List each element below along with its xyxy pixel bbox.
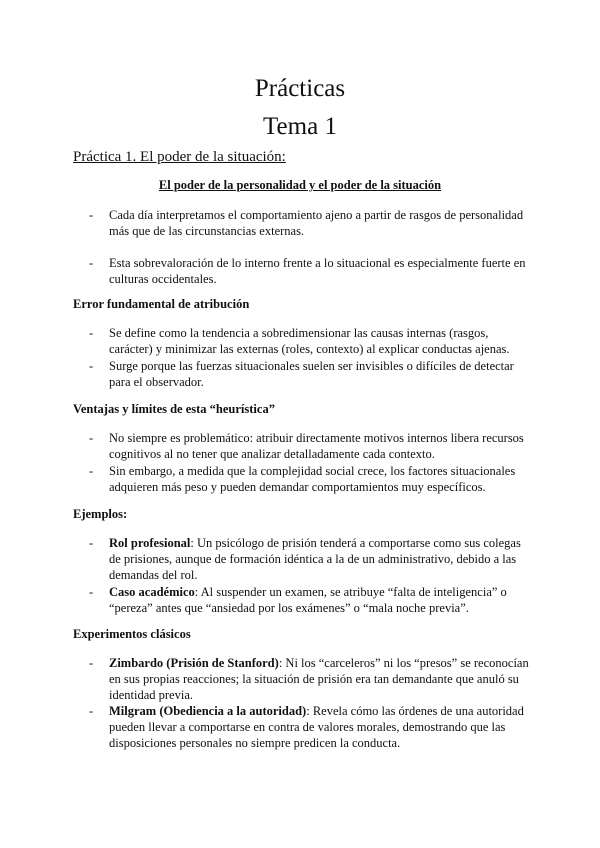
bullet-dash: - [89,656,94,670]
bullet-dash: - [89,431,94,445]
bullet-text: Surge porque las fuerzas situacionales suelen ser invisibles o difíciles de detectar para el observador. [109,359,514,389]
topic-title: Tema 1 [263,113,337,140]
bullet-text: Se define como la tendencia a sobredimensionar las causas internas (rasgos, carácter) y minimizar las externas (roles, contexto) al explicar conductas ajenas. [109,326,510,356]
bullet-dash: - [89,704,94,718]
list-item [89,255,529,287]
bullet-text: Sin embargo, a medida que la complejidad social crece, los factores situacionales adquieren más peso y pueden demandar comportamientos muy específicos. [109,464,516,494]
heading-ventajas: Ventajas y límites de esta “heurística” [73,402,275,416]
bullet-text: Esta sobrevaloración de lo interno frente a lo situacional es especialmente fuerte en culturas occidentales. [109,256,526,286]
bullet-dash: - [89,359,94,373]
list-item [89,535,529,583]
bullet-dash: - [89,536,94,550]
list-item [89,655,529,703]
practice-heading: Práctica 1. El poder de la situación: [73,149,286,165]
document-title: Prácticas [254,75,346,102]
list-item [89,703,529,751]
section-title: El poder de la personalidad y el poder de la situación [158,178,442,192]
bullet-dash: - [89,464,94,478]
bullet-text: Cada día interpretamos el comportamiento ajeno a partir de rasgos de personalidad más que de las circunstancias externas. [109,208,524,238]
list-item [89,325,529,357]
bullet-dash: - [89,585,94,599]
bullet-text: No siempre es problemático: atribuir directamente motivos internos libera recursos cognitivos al no tener que analizar detalladamente cada contexto. [109,431,524,461]
bullet-text: : Ni los “carceleros” ni los “presos” se reconocían en sus propias reacciones; la situación de prisión era tan demandante que anuló su identidad previa. [109,656,529,702]
heading-ejemplos: Ejemplos: [73,507,128,521]
bullet-dash: - [89,256,94,270]
bullet-text: : Revela cómo las órdenes de una autoridad pueden llevar a comportarse en contra de valores morales, demostrando que las disposiciones personales no siempre predicen la conducta. [109,704,524,750]
list-item [89,430,529,462]
list-item [89,207,529,239]
bullet-label: Rol profesional [109,536,191,550]
heading-error-fundamental: Error fundamental de atribución [73,297,250,311]
bullet-text: : Al suspender un examen, se atribuye “falta de inteligencia” o “pereza” antes que “ansiedad por los exámenes” o “mala noche previa”. [109,585,507,615]
bullet-label: Zimbardo (Prisión de Stanford) [109,656,279,670]
list-item [89,358,529,390]
bullet-label: Milgram (Obediencia a la autoridad) [109,704,307,718]
bullet-text: : Un psicólogo de prisión tenderá a comportarse como sus colegas de prisiones, aunque de formación idéntica a la de un administrativo, debido a las demandas del rol. [109,536,521,582]
heading-experimentos: Experimentos clásicos [73,627,191,641]
list-item [89,463,529,495]
list-item [89,584,529,616]
bullet-dash: - [89,326,94,340]
bullet-label: Caso académico [109,585,195,599]
bullet-dash: - [89,208,94,222]
